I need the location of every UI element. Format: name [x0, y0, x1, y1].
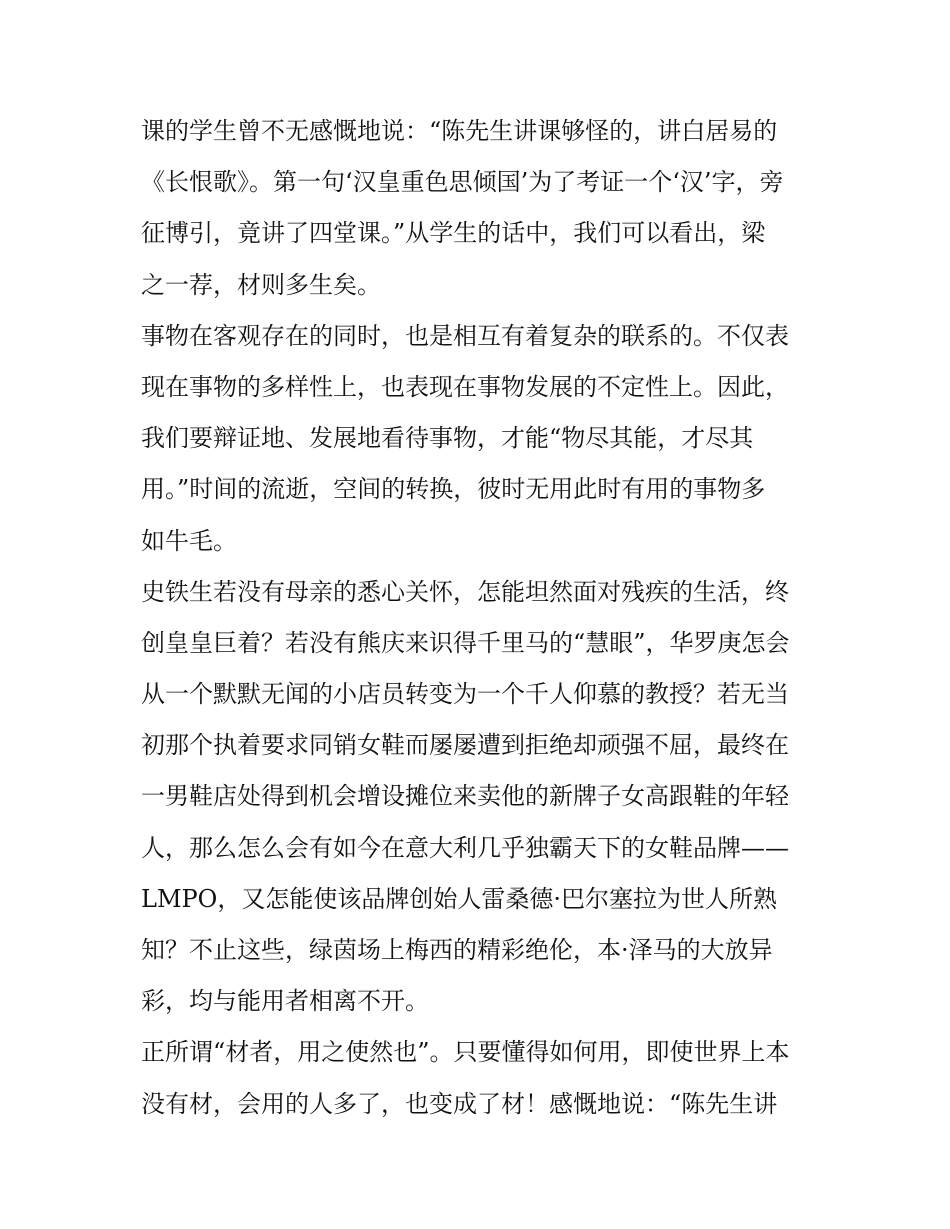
text-line: LMPO，又怎能使该品牌创始人雷桑德·巴尔塞拉为世人所熟 [141, 884, 777, 913]
text-line: 正所谓“材者，用之使然也”。只要懂得如何用，即使世界上本 [141, 1038, 790, 1067]
text-line: 我们要辩证地、发展地看待事物，才能“物尽其能，才尽其 [141, 424, 754, 453]
text-line: 从一个默默无闻的小店员转变为一个千人仰慕的教授？若无当 [141, 680, 789, 709]
text-line: 没有材，会用的人多了，也变成了材！感慨地说：“陈先生讲 [141, 1089, 778, 1118]
text-line: 现在事物的多样性上，也表现在事物发展的不定性上。因此， [141, 372, 789, 401]
text-line: 知？不止这些，绿茵场上梅西的精彩绝伦，本·泽马的大放异 [141, 936, 773, 964]
text-line: 史铁生若没有母亲的悉心关怀，怎能坦然面对残疾的生活，终 [141, 577, 789, 606]
text-line: 初那个执着要求同销女鞋而屡屡遭到拒绝却顽强不屈，最终在 [141, 731, 789, 760]
text-line: 如牛毛。 [141, 526, 237, 555]
text-line: 创皇皇巨着？若没有熊庆来识得千里马的“慧眼”，华罗庚怎会 [141, 628, 790, 657]
text-line: 人，那么怎么会有如今在意大利几乎独霸天下的女鞋品牌—— [141, 833, 789, 862]
text-line: 《长恨歌》。第一句‘汉皇重色思倾国’为了考证一个‘汉’字，旁 [141, 168, 784, 197]
text-line: 课的学生曾不无感慨地说：“陈先生讲课够怪的，讲白居易的 [141, 117, 778, 145]
text-line: 彩，均与能用者相离不开。 [141, 987, 429, 1016]
text-line: 事物在客观存在的同时，也是相互有着复杂的联系的。不仅表 [141, 321, 789, 350]
text-line: 一男鞋店处得到机会增设摊位来卖他的新牌子女高跟鞋的年轻 [141, 782, 789, 811]
text-line: 征博引，竟讲了四堂课。”从学生的话中，我们可以看出，梁 [141, 219, 766, 248]
body-text [141, 106, 821, 1130]
text-line: 之一荐，材则多生矣。 [141, 270, 381, 299]
text-line: 用。”时间的流逝，空间的转换，彼时无用此时有用的事物多 [141, 475, 766, 504]
